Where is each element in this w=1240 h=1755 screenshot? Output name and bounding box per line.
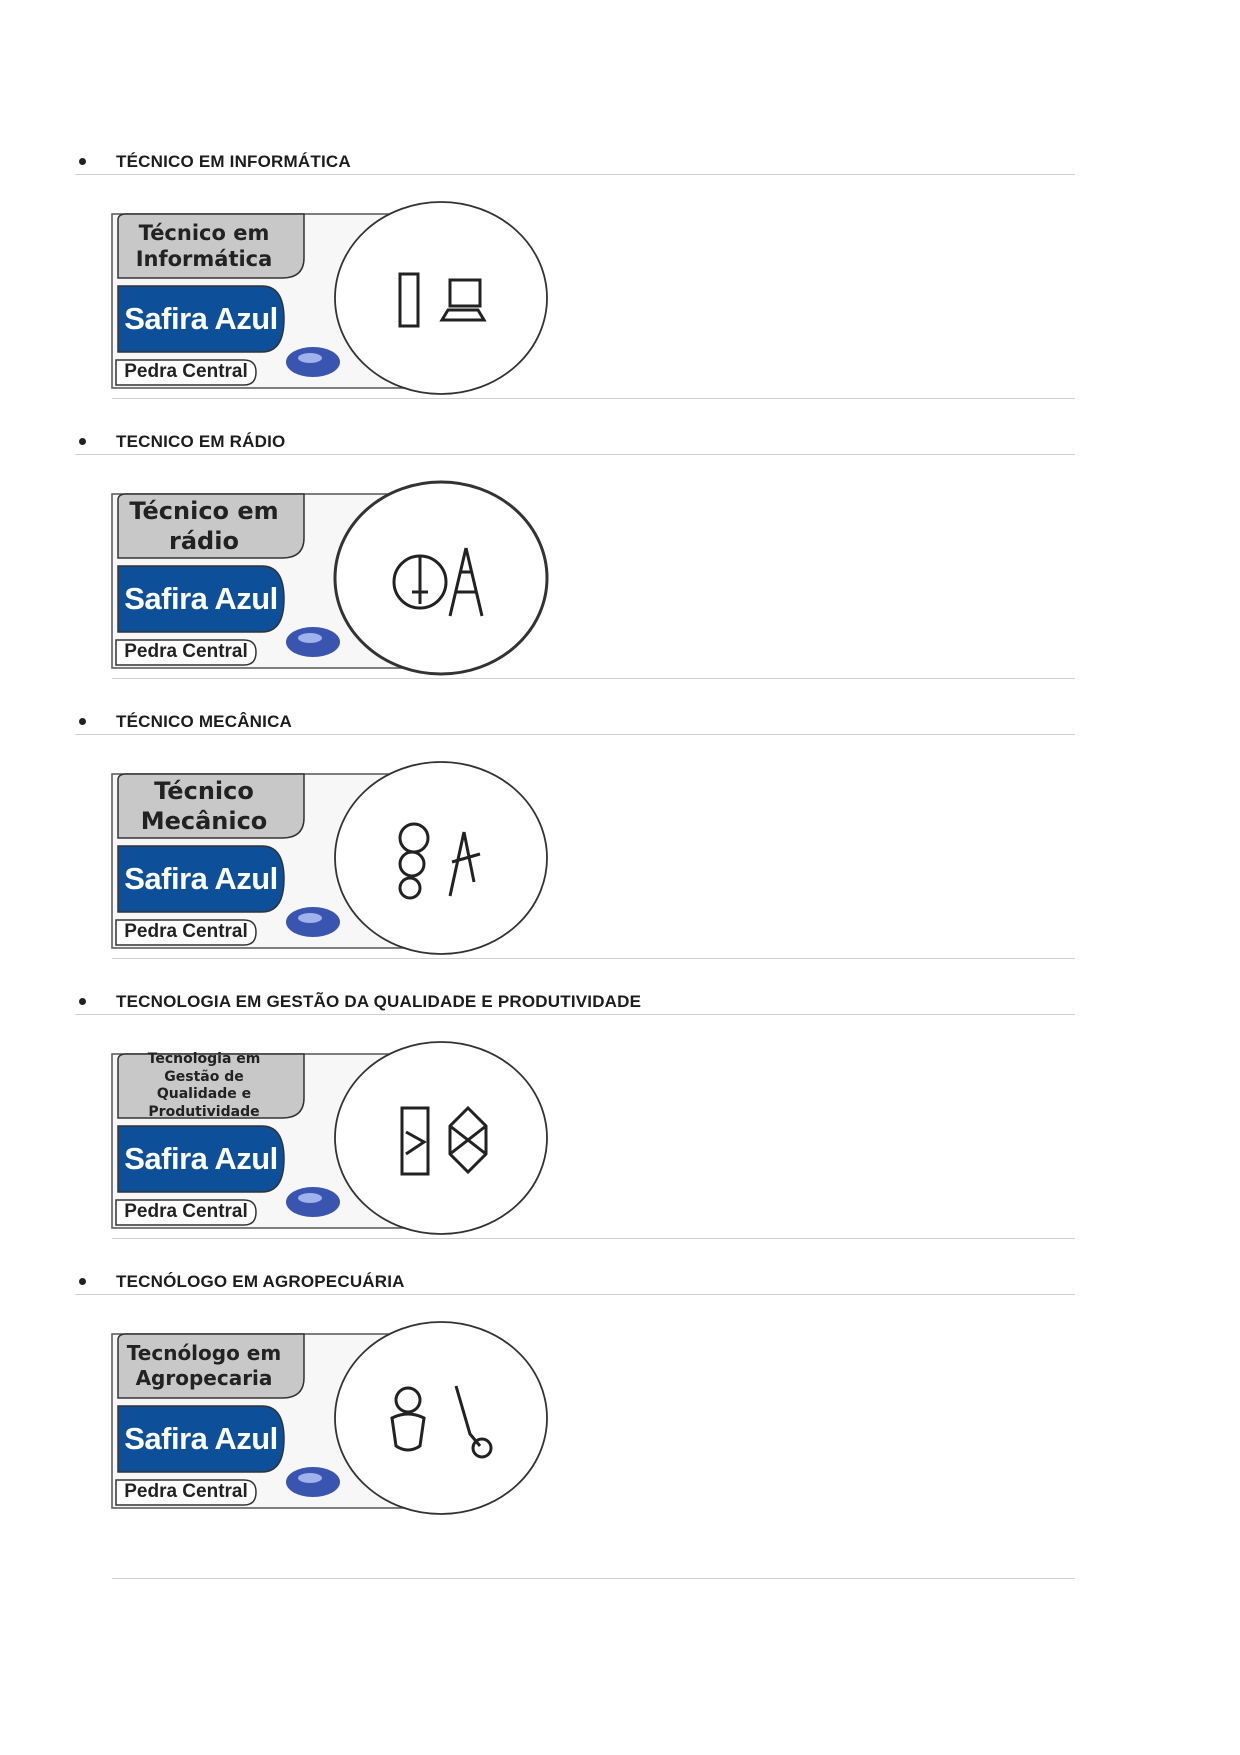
- badge-brand-label: Safira Azul: [124, 1421, 278, 1456]
- section-divider: [112, 1238, 1075, 1239]
- bullet-icon: [79, 718, 86, 725]
- section-heading-text: TECNÓLOGO EM AGROPECUÁRIA: [116, 1272, 405, 1291]
- badge-stone-label: Pedra Central: [124, 361, 248, 382]
- badge-stone-label: Pedra Central: [124, 1481, 248, 1502]
- section-heading-text: TÉCNICO MECÂNICA: [116, 712, 293, 731]
- section-heading: [75, 1270, 1075, 1295]
- badge-brand-label: Safira Azul: [124, 1141, 278, 1176]
- badge-stone-label: Pedra Central: [124, 1201, 248, 1222]
- bullet-icon: [79, 438, 86, 445]
- badge-stone-label: Pedra Central: [124, 921, 248, 942]
- section-heading-text: TÉCNICO EM INFORMÁTICA: [116, 152, 351, 171]
- bullet-icon: [79, 158, 86, 165]
- section-divider: [112, 958, 1075, 959]
- badge-course-label: Tecnólogo em Agropecaria: [126, 1341, 282, 1390]
- ring-badge-agropecuaria: [112, 1322, 552, 1518]
- bullet-icon: [79, 1278, 86, 1285]
- badge-course-label: Técnico em Informática: [135, 220, 273, 271]
- badge-brand-label: Safira Azul: [124, 301, 278, 336]
- ring-badge-informatica: [112, 202, 552, 398]
- section-heading: [75, 710, 1075, 735]
- section-divider: [112, 398, 1075, 399]
- section-divider: [112, 1578, 1075, 1579]
- ring-badge-radio: [112, 482, 552, 678]
- section-divider: [112, 678, 1075, 679]
- ring-badge-gestao-qualidade: [112, 1042, 552, 1238]
- section-heading-text: TECNOLOGIA EM GESTÃO DA QUALIDADE E PRODUTIVIDADE: [116, 992, 642, 1011]
- badge-course-label: Técnico em rádio: [129, 497, 279, 555]
- badge-stone-label: Pedra Central: [124, 641, 248, 662]
- ring-badge-mecanica: [112, 762, 552, 958]
- section-heading-text: TECNICO EM RÁDIO: [116, 432, 286, 451]
- bullet-icon: [79, 998, 86, 1005]
- section-heading: [75, 150, 1075, 175]
- badge-brand-label: Safira Azul: [124, 861, 278, 896]
- badge-brand-label: Safira Azul: [124, 581, 278, 616]
- section-heading: [75, 430, 1075, 455]
- badge-course-label: Tecnologia em Gestão de Qualidade e Produtividade: [147, 1051, 261, 1120]
- badge-course-label: Técnico Mecânico: [140, 777, 268, 835]
- section-heading: [75, 990, 1075, 1015]
